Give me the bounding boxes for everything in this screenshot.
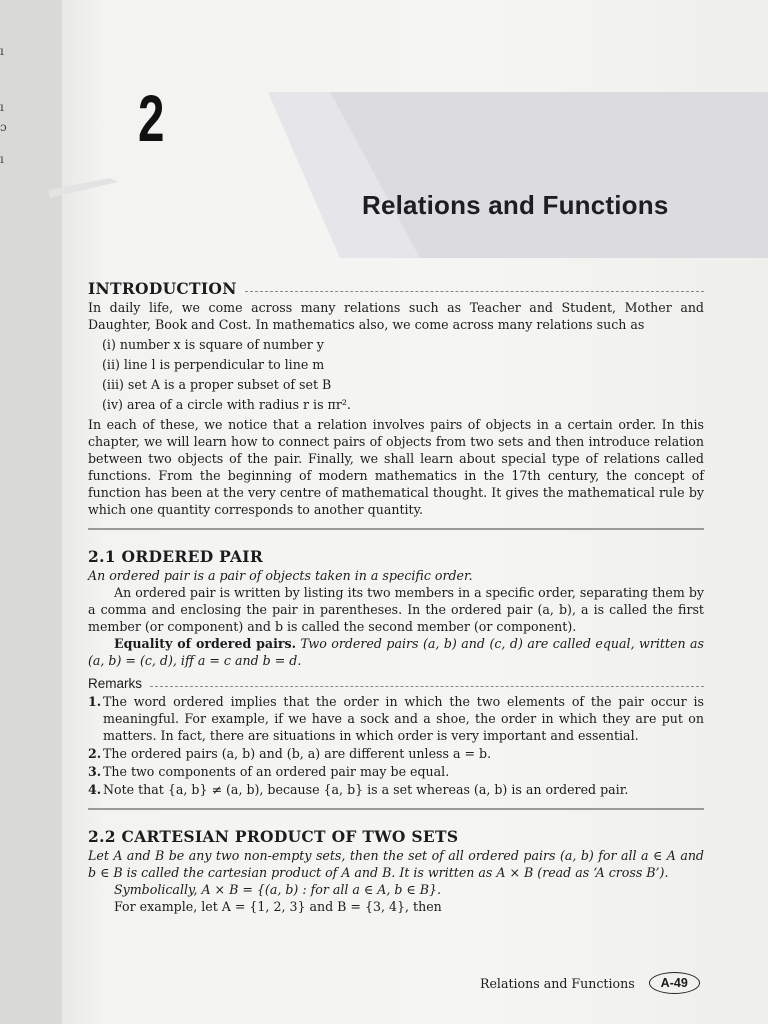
remark-item xyxy=(88,693,704,744)
remark-text: The word ordered implies that the order in which the two elements of the pair occur is meaningful. For example, if we have a sock and a shoe, the order in which they are put on matters. In fact, there are situations in which order is very important and essential. xyxy=(103,694,704,743)
list-item: (iv) area of a circle with radius r is πr². xyxy=(102,397,351,412)
remark-number: 3. xyxy=(88,764,102,779)
margin-mark: ı xyxy=(0,152,4,166)
margin-mark: ı xyxy=(0,100,4,114)
equality-paragraph xyxy=(88,635,704,669)
cartesian-example: For example, let A = {1, 2, 3} and B = {3, 4}, then xyxy=(114,899,442,914)
remarks-list xyxy=(88,693,704,798)
heading-rule xyxy=(150,686,704,687)
remark-item xyxy=(88,781,704,798)
cartesian-symbolic: Symbolically, A × B = {(a, b) : for all a ∈ A, b ∈ B}. xyxy=(114,882,442,897)
ordered-pair-heading xyxy=(88,548,704,565)
introduction-heading xyxy=(88,280,704,297)
equality-text: Two ordered pairs (a, b) and (c, d) are called equal, written as (a, b) = (c, d), iff a = c and b = d. xyxy=(88,636,705,668)
cartesian-definition: Let A and B be any two non-empty sets, then the set of all ordered pairs (a, b) for all a ∈ A and b ∈ B is called the cartesian product of A and B. It is written as A × B (read as ‘A cross B’). xyxy=(88,848,704,880)
remark-text: Note that {a, b} ≠ (a, b), because {a, b} is a set whereas (a, b) is an ordered pair. xyxy=(103,782,629,797)
list-item: (i) number x is square of number y xyxy=(102,337,324,352)
remark-number: 2. xyxy=(88,746,102,761)
page-content xyxy=(88,280,704,915)
running-title: Relations and Functions xyxy=(480,975,635,991)
remark-number: 1. xyxy=(88,694,102,709)
list-item: (iii) set A is a proper subset of set B xyxy=(102,377,332,392)
remark-text: The two components of an ordered pair may be equal. xyxy=(103,764,450,779)
remark-item xyxy=(88,745,704,762)
page-number-badge: A-49 xyxy=(649,972,700,994)
cartesian-heading-text: 2.2 CARTESIAN PRODUCT OF TWO SETS xyxy=(88,827,459,846)
section-divider xyxy=(88,528,704,530)
title-band-left-tail xyxy=(48,178,118,198)
margin-mark: ı xyxy=(0,44,4,58)
introduction-paragraph-1: In daily life, we come across many relations such as Teacher and Student, Mother and Daughter, Book and Cost. In mathematics also, we come across many relations such as xyxy=(88,300,704,332)
ordered-pair-heading-text: 2.1 ORDERED PAIR xyxy=(88,547,264,566)
ordered-pair-paragraph: An ordered pair is written by listing its two members in a specific order, separating them by a comma and enclosing the pair in parentheses. In the ordered pair (a, b), a is called the first member (or component) and b is called the second member (or component). xyxy=(88,585,704,634)
margin-mark: ɔ xyxy=(0,120,7,134)
introduction-heading-text: INTRODUCTION xyxy=(88,279,237,298)
remark-text: The ordered pairs (a, b) and (b, a) are different unless a = b. xyxy=(103,746,492,761)
list-item: (ii) line l is perpendicular to line m xyxy=(102,357,325,372)
relations-list xyxy=(102,336,704,413)
chapter-number: 2 xyxy=(138,81,165,155)
remarks-heading-text: Remarks xyxy=(88,676,143,691)
chapter-title: Relations and Functions xyxy=(362,190,669,220)
remarks-heading xyxy=(88,675,704,692)
heading-rule xyxy=(245,291,704,292)
section-divider xyxy=(88,808,704,810)
remark-number: 4. xyxy=(88,782,102,797)
page-footer xyxy=(480,972,700,994)
chapter-title-banner xyxy=(0,0,768,270)
introduction-paragraph-2: In each of these, we notice that a relation involves pairs of objects in a certain order. In this chapter, we will learn how to connect pairs of objects from two sets and then introduce relation between two objects of the pair. Finally, we shall learn about special type of relations called functions. From the beginning of modern mathematics in the 17th century, the concept of function has been at the very centre of mathematical thought. It gives the mathematical rule by which one quantity corresponds to another quantity. xyxy=(88,417,704,517)
equality-label: Equality of ordered pairs. xyxy=(114,636,296,651)
remark-item xyxy=(88,763,704,780)
cartesian-heading xyxy=(88,828,704,845)
ordered-pair-definition: An ordered pair is a pair of objects taken in a specific order. xyxy=(88,568,473,583)
